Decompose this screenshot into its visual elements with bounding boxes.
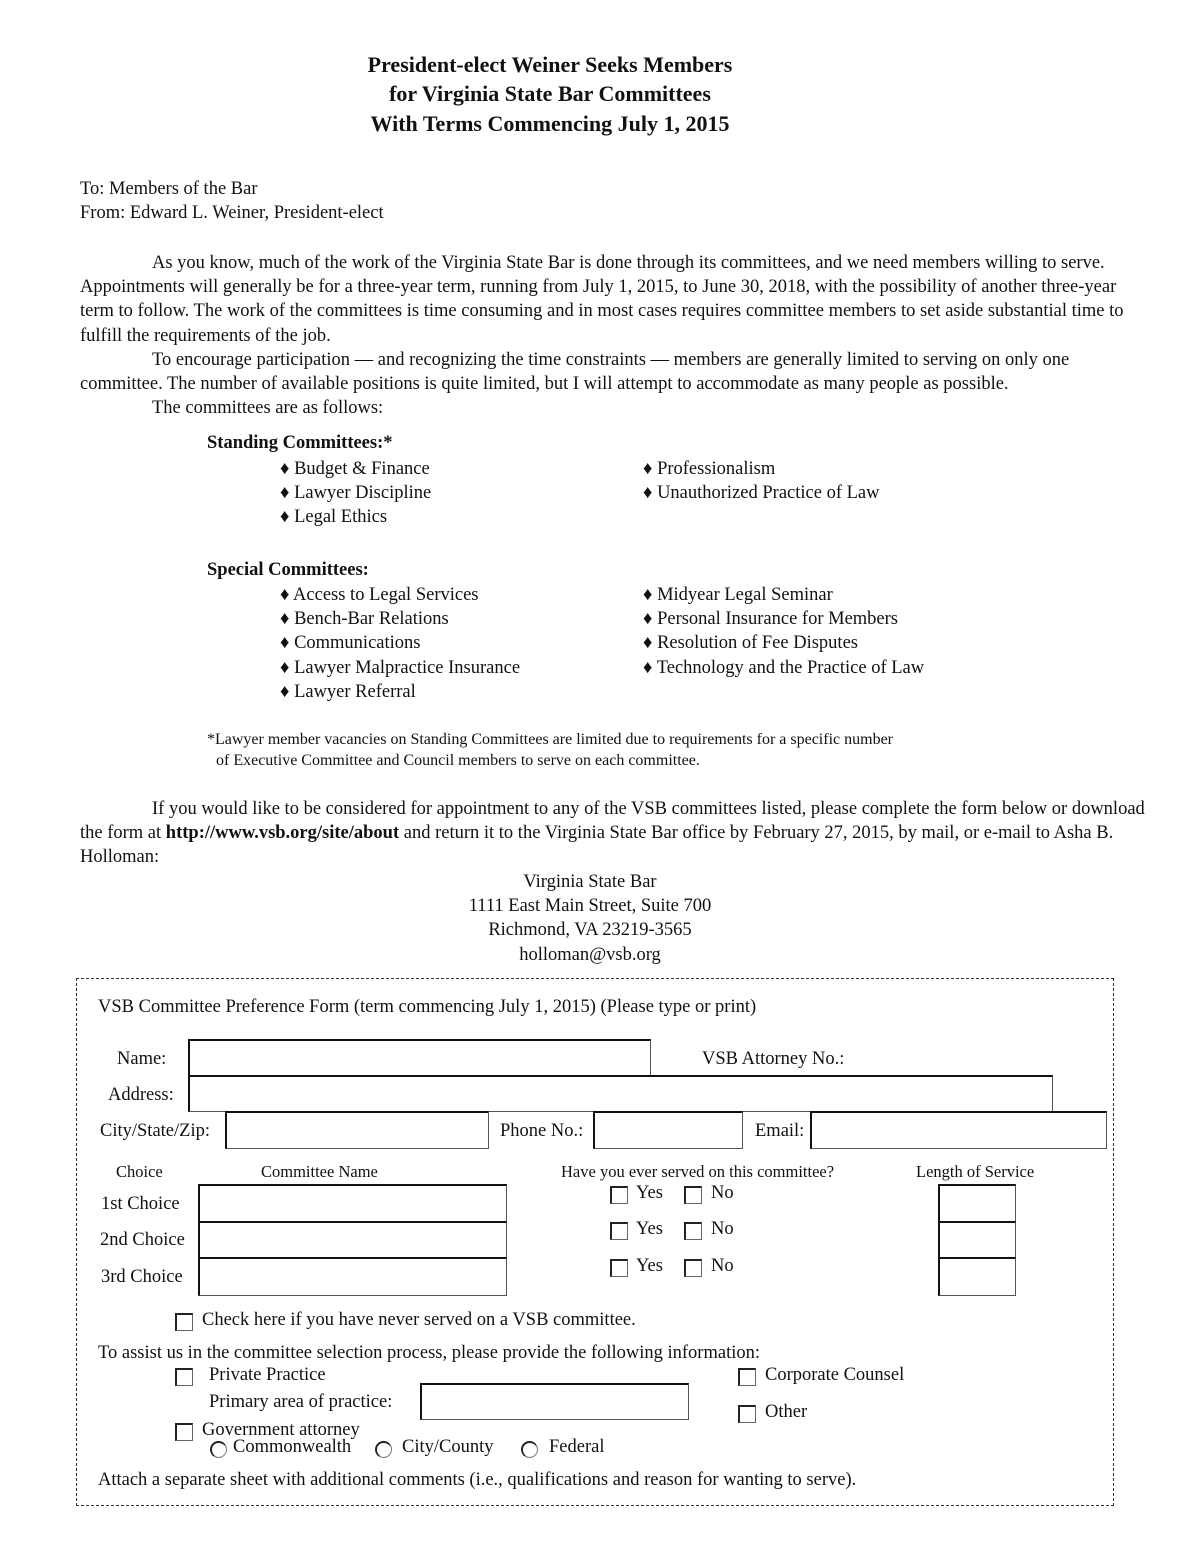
third-choice-yes-checkbox[interactable] <box>610 1259 628 1277</box>
special-list-col2 <box>643 583 924 680</box>
list-item: ♦ Lawyer Referral <box>280 681 416 702</box>
list-item: ♦ Professionalism <box>643 459 776 479</box>
email-field[interactable] <box>810 1111 1107 1149</box>
list-item: ♦ Legal Ethics <box>280 507 388 528</box>
special-heading: Special Committees: <box>207 560 369 580</box>
list-item: ♦ Unauthorized Practice of Law <box>643 483 880 504</box>
corporate-counsel-label: Corporate Counsel <box>765 1365 905 1385</box>
never-served-checkbox[interactable] <box>175 1313 193 1331</box>
first-choice-yes-checkbox[interactable] <box>610 1186 628 1204</box>
federal-radio[interactable] <box>521 1441 538 1458</box>
commonwealth-radio[interactable] <box>210 1441 227 1458</box>
email-address: holloman@vsb.org <box>519 944 661 965</box>
phone-field[interactable] <box>593 1111 743 1149</box>
paragraph-2: To encourage participation — and recognizing the time constraints — members are generally limited to serving on only one committee. The number of available positions is quite limited, but I will attempt to accommodate as many people as possible. <box>80 349 1070 395</box>
name-label: Name: <box>117 1049 167 1069</box>
title-line-1: President-elect Weiner Seeks Members <box>367 52 733 77</box>
list-item: ♦ Communications <box>280 633 421 654</box>
memo-to: To: Members of the Bar <box>80 179 258 199</box>
second-choice-yes-checkbox[interactable] <box>610 1222 628 1240</box>
special-list-col1 <box>280 583 520 704</box>
paragraph-3: The committees are as follows: <box>152 398 384 419</box>
memo-from: From: Edward L. Weiner, President-elect <box>80 203 384 223</box>
assist-text: To assist us in the committee selection process, please provide the following information: <box>98 1343 760 1363</box>
list-item: ♦ Lawyer Discipline <box>280 483 432 504</box>
third-choice-label: 3rd Choice <box>101 1267 183 1287</box>
address-line: Virginia State Bar <box>523 872 657 892</box>
no-label: No <box>711 1183 734 1203</box>
never-served-label: Check here if you have never served on a VSB committee. <box>202 1310 636 1330</box>
form-title: VSB Committee Preference Form (term commencing July 1, 2015) (Please type or print) <box>98 997 757 1017</box>
standing-list-col1 <box>280 457 431 530</box>
federal-label: Federal <box>549 1437 605 1457</box>
yes-label: Yes <box>636 1256 663 1276</box>
standing-list-col2 <box>643 457 879 505</box>
address-field[interactable] <box>188 1075 1053 1112</box>
city-county-radio[interactable] <box>375 1441 392 1458</box>
second-choice-no-checkbox[interactable] <box>684 1222 702 1240</box>
corporate-counsel-checkbox[interactable] <box>738 1368 756 1386</box>
footnote-line-1: *Lawyer member vacancies on Standing Committees are limited due to requirements for a specific number <box>207 731 893 748</box>
yes-label: Yes <box>636 1183 663 1203</box>
length-of-service-header: Length of Service <box>916 1162 1035 1181</box>
address-line: 1111 East Main Street, Suite 700 <box>468 896 712 917</box>
address-line: Richmond, VA 23219-3565 <box>488 920 692 941</box>
body-text <box>80 251 1150 420</box>
list-item: ♦ Resolution of Fee Disputes <box>643 633 858 654</box>
instructions-text-before: If you would like to be considered for appointment to any of the VSB committees listed, please complete the form below or download the form at <box>80 799 1145 844</box>
second-choice-length-field[interactable] <box>938 1221 1016 1259</box>
email-label: Email: <box>755 1121 805 1141</box>
list-item: ♦ Bench-Bar Relations <box>280 609 449 630</box>
city-state-zip-label: City/State/Zip: <box>100 1121 210 1141</box>
list-item: ♦ Access to Legal Services <box>280 585 479 605</box>
list-item: ♦ Technology and the Practice of Law <box>643 657 925 678</box>
instructions <box>80 797 1150 870</box>
second-choice-label: 2nd Choice <box>100 1230 185 1250</box>
first-choice-no-checkbox[interactable] <box>684 1186 702 1204</box>
no-label: No <box>711 1256 734 1276</box>
city-county-label: City/County <box>402 1437 494 1457</box>
second-choice-committee-field[interactable] <box>198 1221 507 1259</box>
government-attorney-checkbox[interactable] <box>175 1423 193 1441</box>
no-label: No <box>711 1219 734 1239</box>
other-label: Other <box>765 1402 808 1422</box>
first-choice-committee-field[interactable] <box>198 1184 507 1222</box>
footnote-line-2: of Executive Committee and Council members to serve on each committee. <box>216 752 700 769</box>
attach-instructions: Attach a separate sheet with additional comments (i.e., qualifications and reason for wanting to serve). <box>98 1470 857 1490</box>
download-link[interactable]: http://www.vsb.org/site/about <box>165 823 400 844</box>
city-state-zip-field[interactable] <box>225 1111 489 1149</box>
government-attorney-label: Government attorney <box>202 1420 360 1440</box>
title-line-3: With Terms Commencing July 1, 2015 <box>370 111 730 136</box>
first-choice-length-field[interactable] <box>938 1184 1016 1222</box>
committee-name-header: Committee Name <box>261 1162 378 1181</box>
first-choice-label: 1st Choice <box>101 1194 180 1214</box>
choice-header: Choice <box>116 1162 163 1181</box>
paragraph-1: As you know, much of the work of the Virginia State Bar is done through its committees, and we need members willing to serve. Appointments will generally be for a three-year term, running from July 1, 2015, to June 30, 2018, with the possibility of another three-year term to follow. The work of the committees is time consuming and in most cases requires committee members to set aside substantial time to fulfill the requirements of the job. <box>80 253 1124 346</box>
served-header: Have you ever served on this committee? <box>561 1162 835 1181</box>
title-line-2: for Virginia State Bar Committees <box>389 81 711 106</box>
address-label: Address: <box>108 1085 174 1105</box>
commonwealth-label: Commonwealth <box>233 1437 352 1457</box>
third-choice-no-checkbox[interactable] <box>684 1259 702 1277</box>
third-choice-length-field[interactable] <box>938 1257 1016 1296</box>
list-item: ♦ Budget & Finance <box>280 459 430 479</box>
instructions-text-after: and return it to the Virginia State Bar office by February 27, 2015, by mail, or e-mail to Asha B. Holloman: <box>80 823 1114 868</box>
mailing-address <box>0 870 1180 967</box>
yes-label: Yes <box>636 1219 663 1239</box>
standing-heading: Standing Committees:* <box>207 433 393 453</box>
primary-area-field[interactable] <box>420 1383 689 1420</box>
third-choice-committee-field[interactable] <box>198 1257 507 1296</box>
list-item: ♦ Lawyer Malpractice Insurance <box>280 657 521 678</box>
private-practice-checkbox[interactable] <box>175 1368 193 1386</box>
name-field[interactable] <box>188 1039 651 1076</box>
other-checkbox[interactable] <box>738 1405 756 1423</box>
attorney-number-label: VSB Attorney No.: <box>702 1049 845 1069</box>
primary-area-label: Primary area of practice: <box>209 1392 393 1412</box>
list-item: ♦ Midyear Legal Seminar <box>643 585 833 605</box>
private-practice-label: Private Practice <box>209 1365 326 1385</box>
list-item: ♦ Personal Insurance for Members <box>643 609 898 630</box>
phone-label: Phone No.: <box>500 1121 584 1141</box>
